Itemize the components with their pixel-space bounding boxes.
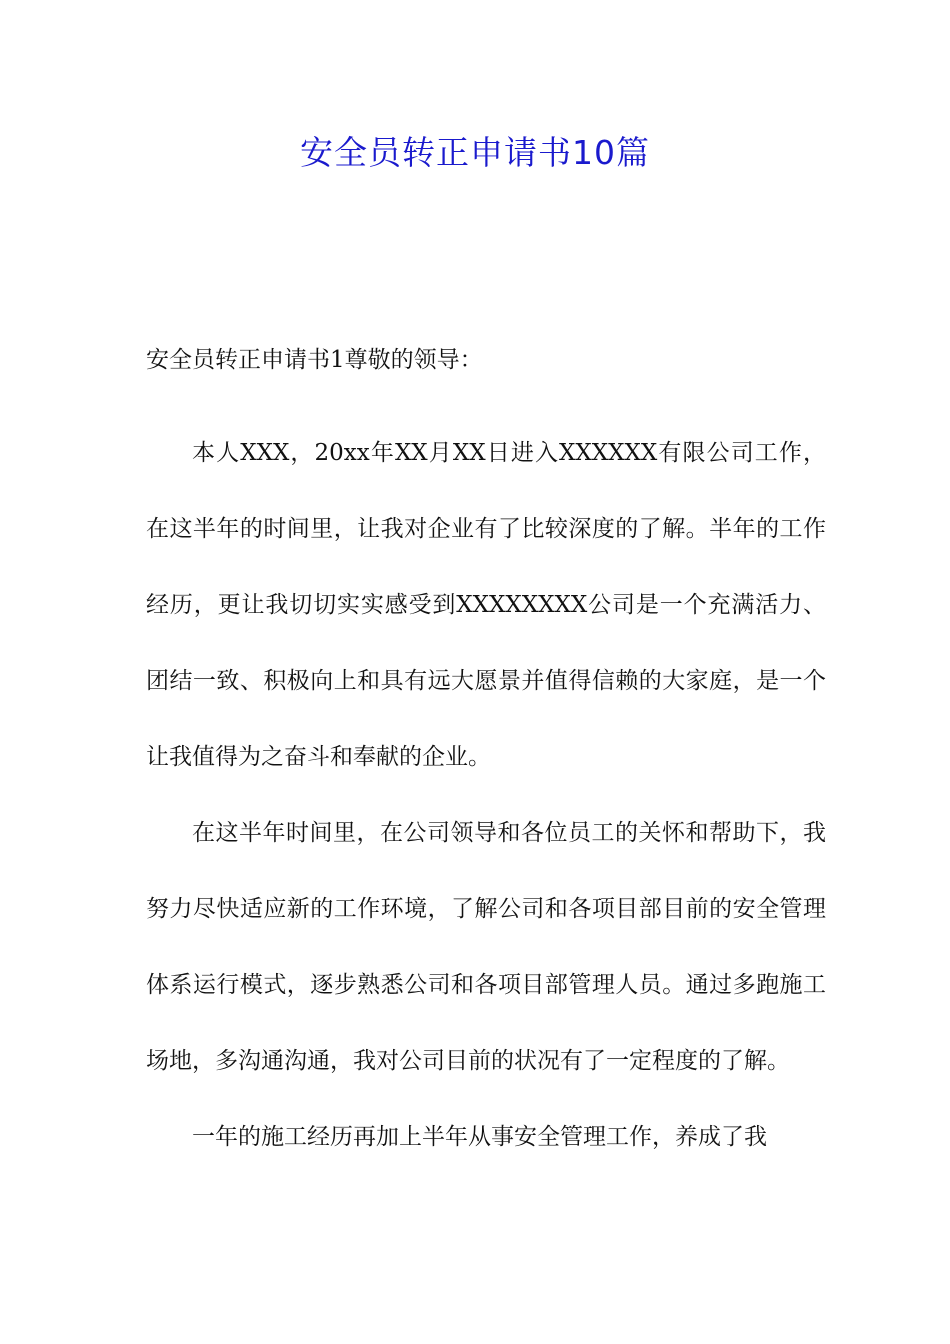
- document-body: [146, 339, 826, 1175]
- paragraph-1: 本人XXX，20xx年XX月XX日进入XXXXXX有限公司工作，在这半年的时间里，让我对企业有了比较深度的了解。半年的工作经历，更让我切切实实感受到XXXXXXXX公司是一个充满活力、团结一致、积极向上和具有远大愿景并值得信赖的大家庭，是一个让我值得为之奋斗和奉献的企业。: [146, 440, 826, 770]
- document-title: 安全员转正申请书10篇: [300, 133, 650, 172]
- document-heading: 安全员转正申请书1尊敬的领导：: [146, 347, 483, 373]
- paragraph-3: 一年的施工经历再加上半年从事安全管理工作，养成了我: [192, 1124, 767, 1150]
- paragraph-2: 在这半年时间里，在公司领导和各位员工的关怀和帮助下，我努力尽快适应新的工作环境，了解公司和各项目部目前的安全管理体系运行模式，逐步熟悉公司和各项目部管理人员。通过多跑施工场地，多沟通沟通，我对公司目前的状况有了一定程度的了解。: [146, 820, 826, 1074]
